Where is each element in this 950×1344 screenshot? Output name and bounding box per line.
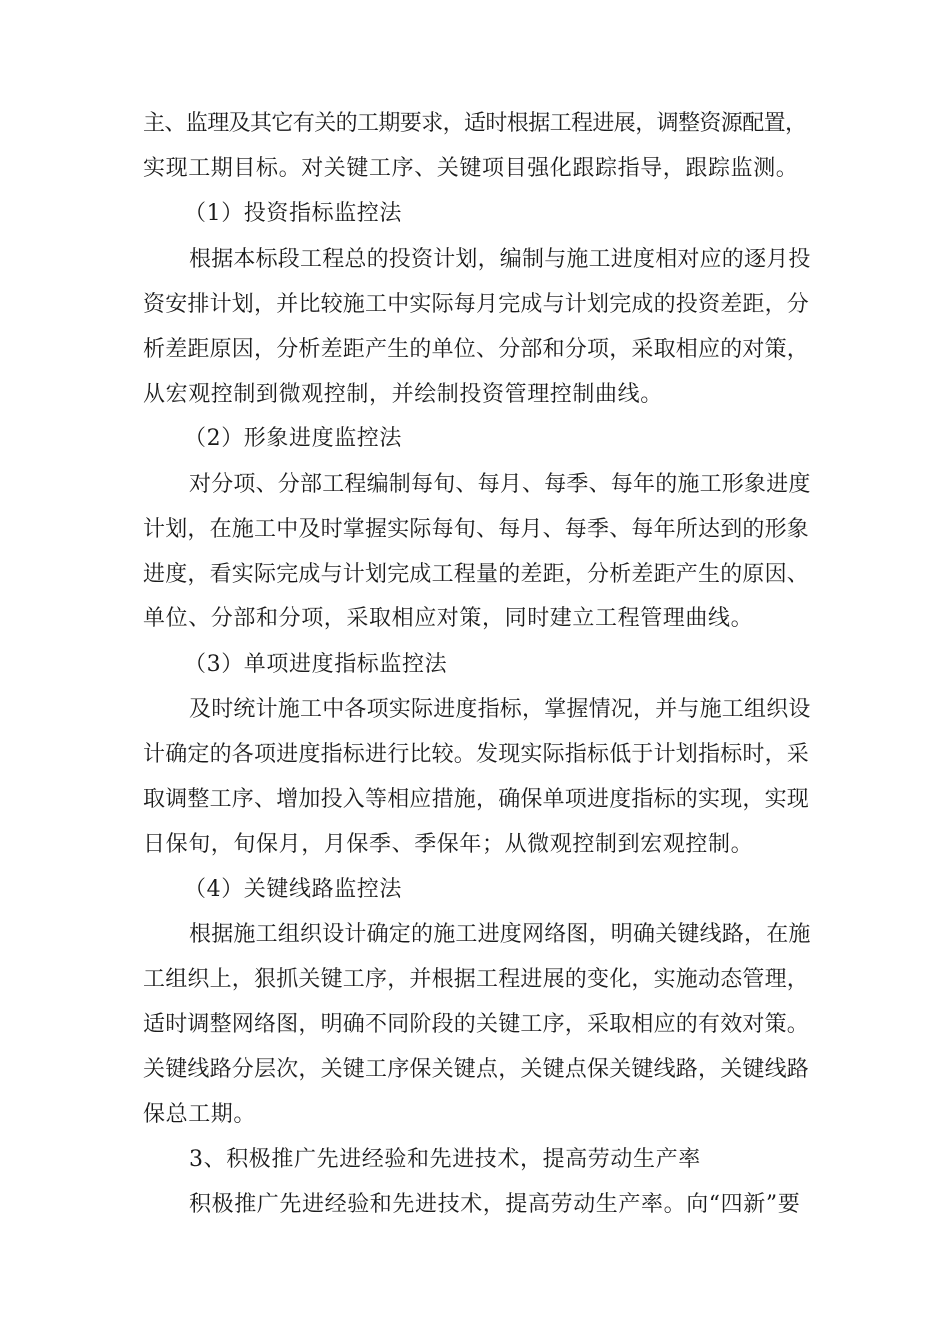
section-heading: （3）单项进度指标监控法 <box>184 652 448 677</box>
text-line: 实现工期目标。对关键工序、关键项目强化跟踪指导，跟踪监测。 <box>143 156 799 181</box>
text-line: 及时统计施工中各项实际进度指标，掌握情况，并与施工组织设 <box>189 697 811 722</box>
text-line: 保总工期。 <box>143 1102 257 1127</box>
text-line: 取调整工序、增加投入等相应措施，确保单项进度指标的实现，实现 <box>143 787 810 812</box>
section-heading: （1）投资指标监控法 <box>184 201 402 226</box>
section-heading: （4）关键线路监控法 <box>184 877 402 902</box>
text-line: 根据施工组织设计确定的施工进度网络图，明确关键线路，在施 <box>189 922 811 947</box>
text-line: 日保旬，旬保月，月保季、季保年；从微观控制到宏观控制。 <box>143 832 754 857</box>
text-line: 关键线路分层次，关键工序保关键点，关键点保关键线路，关键线路 <box>143 1057 810 1082</box>
text-line: 计确定的各项进度指标进行比较。发现实际指标低于计划指标时，采 <box>143 742 810 767</box>
text-line: 进度，看实际完成与计划完成工程量的差距，分析差距产生的原因、 <box>143 562 810 587</box>
text-line: 单位、分部和分项，采取相应对策，同时建立工程管理曲线。 <box>143 606 754 631</box>
text-line: 工组织上，狠抓关键工序，并根据工程进展的变化，实施动态管理， <box>143 967 810 992</box>
text-line: 积极推广先进经验和先进技术，提高劳动生产率。向“四新”要 <box>189 1192 801 1217</box>
text-line: 计划，在施工中及时掌握实际每旬、每月、每季、每年所达到的形象 <box>143 517 810 542</box>
text-line: 从宏观控制到微观控制，并绘制投资管理控制曲线。 <box>143 382 663 407</box>
text-line: 主、监理及其它有关的工期要求，适时根据工程进展，调整资源配置， <box>143 111 807 136</box>
text-line: 对分项、分部工程编制每旬、每月、每季、每年的施工形象进度 <box>189 472 811 497</box>
section-heading: 3、积极推广先进经验和先进技术，提高劳动生产率 <box>189 1147 701 1172</box>
text-line: 资安排计划，并比较施工中实际每月完成与计划完成的投资差距，分 <box>143 292 810 317</box>
text-line: 析差距原因，分析差距产生的单位、分部和分项，采取相应的对策， <box>143 337 810 362</box>
section-heading: （2）形象进度监控法 <box>184 426 402 451</box>
text-line: 根据本标段工程总的投资计划，编制与施工进度相对应的逐月投 <box>189 247 811 272</box>
text-line: 适时调整网络图，明确不同阶段的关键工序，采取相应的有效对策。 <box>143 1012 810 1037</box>
